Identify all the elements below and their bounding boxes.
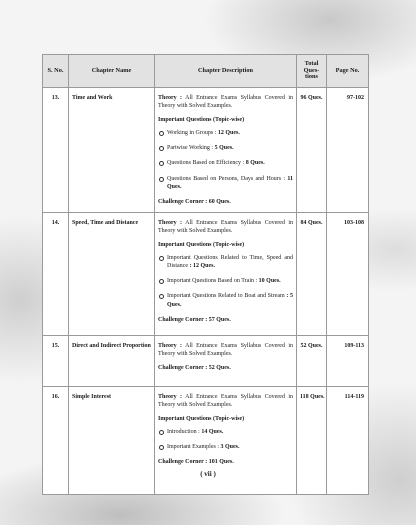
topic-item: Important Questions Related to Time, Speed and Distance : 12 Ques. [158,254,293,270]
header-chapter-description: Chapter Description [155,55,297,88]
topic-item: Important Questions Based on Train : 10 Ques. [158,277,293,285]
table-row [43,88,369,213]
row-sno: 14. [43,212,69,335]
topic-item: Questions Based on Efficiency : 8 Ques. [158,159,293,167]
table-row [43,212,369,335]
challenge-corner: Challenge Corner : 101 Ques. [158,459,234,466]
challenge-corner: Challenge Corner : 60 Ques. [158,198,231,205]
header-page-no: Page No. [327,55,369,88]
row-page-range: 97-102 [327,88,369,213]
row-sno: 16. [43,386,69,494]
row-page-range: 114-119 [327,386,369,494]
theory-text: Theory : All Entrance Exams Syllabus Covered in Theory with Solved Examples. [158,342,293,357]
theory-text: Theory : All Entrance Exams Syllabus Covered in Theory with Solved Examples. [158,95,293,110]
row-description [155,212,297,335]
row-total-questions: 96 Ques. [297,88,327,213]
page-number: ( vii ) [200,470,216,478]
challenge-corner: Challenge Corner : 57 Ques. [158,316,231,323]
table-header-row [43,55,369,88]
chapter-table [42,54,369,495]
header-total-questions: Total Ques-tions [297,55,327,88]
row-description [155,88,297,213]
row-sno: 15. [43,335,69,386]
table-row [43,386,369,494]
row-total-questions: 118 Ques. [297,386,327,494]
topic-item: Introduction : 14 Ques. [158,428,293,436]
row-chapter-name: Simple Interest [69,386,155,494]
row-sno: 13. [43,88,69,213]
row-description [155,335,297,386]
row-page-range: 103-108 [327,212,369,335]
row-total-questions: 52 Ques. [297,335,327,386]
table-row [43,335,369,386]
row-total-questions: 84 Ques. [297,212,327,335]
header-sno: S. No. [43,55,69,88]
important-questions-label: Important Questions (Topic-wise) [158,416,245,423]
topic-item: Working in Groups : 12 Ques. [158,129,293,137]
topic-item: Important Questions Related to Boat and Stream : 5 Ques. [158,292,293,308]
challenge-corner: Challenge Corner : 52 Ques. [158,365,231,372]
important-questions-label: Important Questions (Topic-wise) [158,117,245,124]
row-page-range: 109-113 [327,335,369,386]
important-questions-label: Important Questions (Topic-wise) [158,242,245,249]
topic-list [158,428,293,451]
row-chapter-name: Direct and Indirect Proportion [69,335,155,386]
topic-item: Partwise Working : 5 Ques. [158,144,293,152]
topic-list [158,254,293,308]
row-chapter-name: Time and Work [69,88,155,213]
topic-list [158,129,293,190]
topic-item: Questions Based on Persons, Days and Hours : 11 Ques. [158,175,293,191]
row-description [155,386,297,494]
theory-text: Theory : All Entrance Exams Syllabus Covered in Theory with Solved Examples. [158,219,293,234]
row-chapter-name: Speed, Time and Distance [69,212,155,335]
topic-item: Important Examples : 3 Ques. [158,443,293,451]
theory-text: Theory : All Entrance Exams Syllabus Covered in Theory with Solved Examples. [158,393,293,408]
header-chapter-name: Chapter Name [69,55,155,88]
